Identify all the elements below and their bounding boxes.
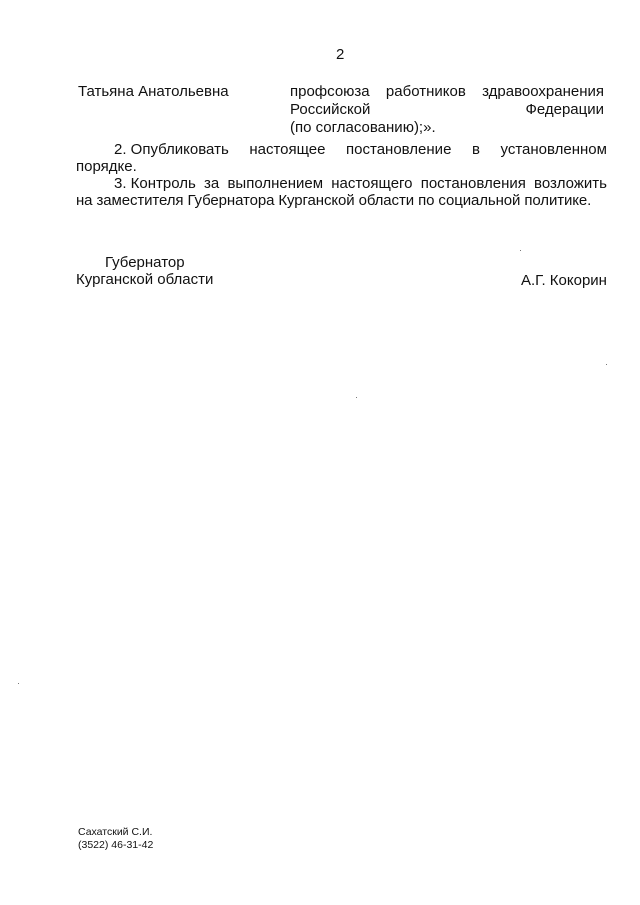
signature-title-line-1: Губернатор — [105, 254, 185, 271]
word: постановления — [420, 175, 526, 192]
scan-speck — [606, 364, 607, 365]
word: возложить — [534, 175, 607, 192]
word: профсоюза — [290, 83, 370, 100]
word: в — [471, 141, 480, 158]
word: Российской — [290, 101, 371, 118]
word: постановление — [346, 141, 452, 158]
member-position-line-1 — [290, 83, 604, 100]
word: работников — [385, 83, 466, 100]
executor-name: Сахатский С.И. — [78, 826, 153, 838]
scan-speck — [356, 397, 357, 398]
word: настоящее — [249, 141, 326, 158]
executor-phone: (3522) 46-31-42 — [78, 839, 154, 851]
scan-speck — [18, 683, 19, 684]
clause-2-line-1 — [114, 141, 607, 158]
clause-3-line-1 — [114, 175, 607, 192]
word: 3. Контроль — [114, 175, 196, 192]
member-position-line-2 — [290, 101, 604, 118]
signature-title-line-2: Курганской области — [76, 271, 214, 288]
signature-name: А.Г. Кокорин — [521, 272, 607, 289]
word: за — [204, 175, 220, 192]
word: здравоохранения — [482, 83, 604, 100]
clause-3-line-2: на заместителя Губернатора Курганской области по социальной политике. — [76, 192, 592, 209]
word: выполнением — [227, 175, 324, 192]
word: 2. Опубликовать — [114, 141, 229, 158]
page-number: 2 — [336, 46, 345, 63]
word: настоящего — [331, 175, 413, 192]
scan-speck — [520, 250, 521, 251]
word: Федерации — [525, 101, 604, 118]
word: установленном — [500, 141, 607, 158]
clause-2-line-2: порядке. — [76, 158, 137, 175]
member-name: Татьяна Анатольевна — [78, 83, 229, 100]
member-position-line-3: (по согласованию);». — [290, 119, 436, 136]
